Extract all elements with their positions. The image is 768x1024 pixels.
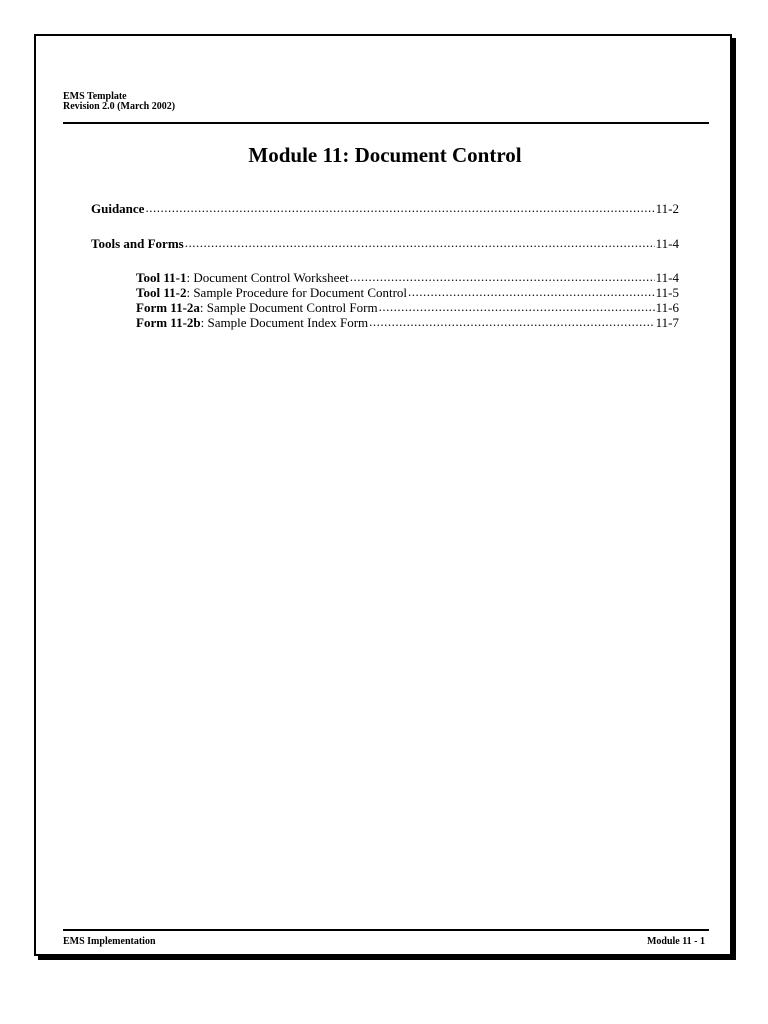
toc-entry-tool-11-1[interactable]: [136, 270, 679, 285]
dot-leader: [350, 269, 655, 284]
toc-entry-label: : Document Control Worksheet: [186, 270, 349, 285]
footer-section-name: EMS Implementation: [63, 936, 156, 947]
toc-page-number: 11-4: [655, 270, 679, 285]
toc-entry-form-11-2b[interactable]: [136, 315, 679, 330]
toc-page-number: 11-2: [655, 201, 679, 216]
document-page: [34, 34, 732, 956]
dot-leader: [408, 284, 655, 299]
page-title: Module 11: Document Control: [248, 143, 522, 167]
toc-entry-form-11-2a[interactable]: [136, 300, 679, 315]
document-header: [63, 92, 175, 112]
toc-entry-guidance[interactable]: [91, 201, 679, 217]
toc-entry-id: Form 11-2b: [136, 315, 201, 330]
toc-entry-label: Guidance: [91, 201, 145, 216]
toc-page-number: 11-4: [655, 236, 679, 251]
dot-leader: [369, 314, 654, 329]
toc-page-number: 11-7: [655, 315, 679, 330]
toc-entry-label: : Sample Document Index Form: [200, 315, 369, 330]
footer-page-number: Module 11 - 1: [646, 936, 705, 947]
footer-divider: [63, 929, 709, 931]
toc-entry-label: Tools and Forms: [91, 236, 184, 251]
header-revision: Revision 2.0 (March 2002): [63, 101, 176, 112]
toc-entry-id: Tool 11-2: [136, 285, 187, 300]
toc-entry-label: : Sample Procedure for Document Control: [186, 285, 408, 300]
toc-entry-id: Tool 11-1: [136, 270, 187, 285]
toc-entry-tool-11-2[interactable]: [136, 285, 679, 300]
header-template-name: EMS Template: [63, 91, 127, 102]
header-divider: [63, 122, 709, 124]
toc-page-number: 11-5: [655, 285, 679, 300]
dot-leader: [145, 200, 654, 216]
dot-leader: [185, 235, 655, 251]
toc-entry-label: : Sample Document Control Form: [199, 300, 378, 315]
toc-page-number: 11-6: [655, 300, 679, 315]
toc-entry-tools-and-forms[interactable]: [91, 236, 679, 252]
dot-leader: [379, 299, 655, 314]
toc-entry-id: Form 11-2a: [136, 300, 200, 315]
